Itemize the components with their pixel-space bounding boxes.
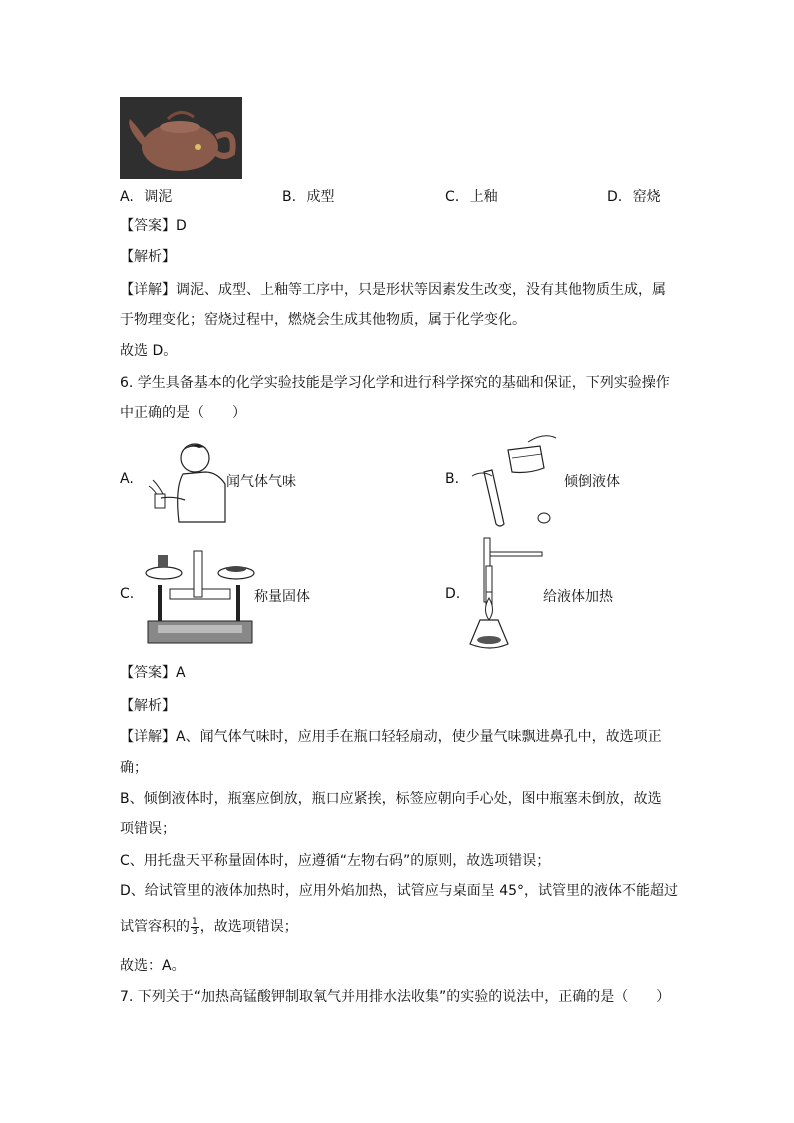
q6-option-b-letter: B. xyxy=(445,471,460,487)
q6-d-line-1: D、给试管里的液体加热时，应用外焰加热，试管应与桌面呈 45°，试管里的液体不能超过 xyxy=(120,883,679,899)
q5-option-c: C. 上釉 xyxy=(445,189,498,205)
q5-detail-line-2: 于物理变化；窑烧过程中，燃烧会生成其他物质，属于化学变化。 xyxy=(120,312,526,328)
q6-choose: 故选：A。 xyxy=(120,958,186,974)
smell-gas-illustration xyxy=(145,438,227,524)
q6-detail-line-2: 确； xyxy=(120,760,148,776)
q5-answer: 【答案】D xyxy=(120,218,187,234)
heat-liquid-illustration xyxy=(462,536,546,654)
q6-option-b-caption: 倾倒液体 xyxy=(564,474,620,490)
teapot-illustration xyxy=(120,97,242,179)
q6-stem-line-2: 中正确的是（ ） xyxy=(120,405,246,421)
teapot-photo xyxy=(120,97,242,179)
q6-d-line-2: 试管容积的 $\frac{1}{3}$ ，故选项错误； xyxy=(120,916,298,937)
q6-option-a-caption: 闻气体气味 xyxy=(226,474,296,490)
q6-analysis-heading: 【解析】 xyxy=(120,698,176,714)
q7-stem: 7. 下列关于“加热高锰酸钾制取氧气并用排水法收集”的实验的说法中，正确的是（ ） xyxy=(120,989,671,1005)
q5-analysis-heading: 【解析】 xyxy=(120,249,176,265)
q6-option-a-letter: A. xyxy=(120,471,134,487)
q6-option-d-letter: D. xyxy=(445,586,461,602)
q5-option-d: D. 窑烧 xyxy=(607,189,661,205)
q6-b-line-2: 项错误； xyxy=(120,821,176,837)
q5-choose: 故选 D。 xyxy=(120,343,178,359)
q6-option-c-letter: C. xyxy=(120,586,135,602)
q6-option-c-caption: 称量固体 xyxy=(254,589,310,605)
balance-scale-illustration xyxy=(144,543,256,645)
q6-stem-line-1: 6. 学生具备基本的化学实验技能是学习化学和进行科学探究的基础和保证，下列实验操作 xyxy=(120,375,670,391)
q5-option-b: B. 成型 xyxy=(282,189,335,205)
q6-c-line: C、用托盘天平称量固体时，应遵循“左物右码”的原则，故选项错误； xyxy=(120,853,551,869)
q6-answer: 【答案】A xyxy=(120,665,186,681)
q5-option-a: A. 调泥 xyxy=(120,189,173,205)
q6-b-line-1: B、倾倒液体时，瓶塞应倒放，瓶口应紧挨，标签应朝向手心处，图中瓶塞未倒放，故选 xyxy=(120,791,662,807)
q6-detail-line-1: 【详解】A、闻气体气味时，应用手在瓶口轻轻扇动，使少量气味飘进鼻孔中，故选项正 xyxy=(120,729,662,745)
q6-option-d-caption: 给液体加热 xyxy=(543,589,613,605)
one-third-fraction: $\frac{1}{3}$ xyxy=(192,916,198,937)
pour-liquid-illustration xyxy=(468,432,558,528)
q5-detail-line-1: 【详解】调泥、成型、上釉等工序中，只是形状等因素发生改变，没有其他物质生成，属 xyxy=(120,282,666,298)
